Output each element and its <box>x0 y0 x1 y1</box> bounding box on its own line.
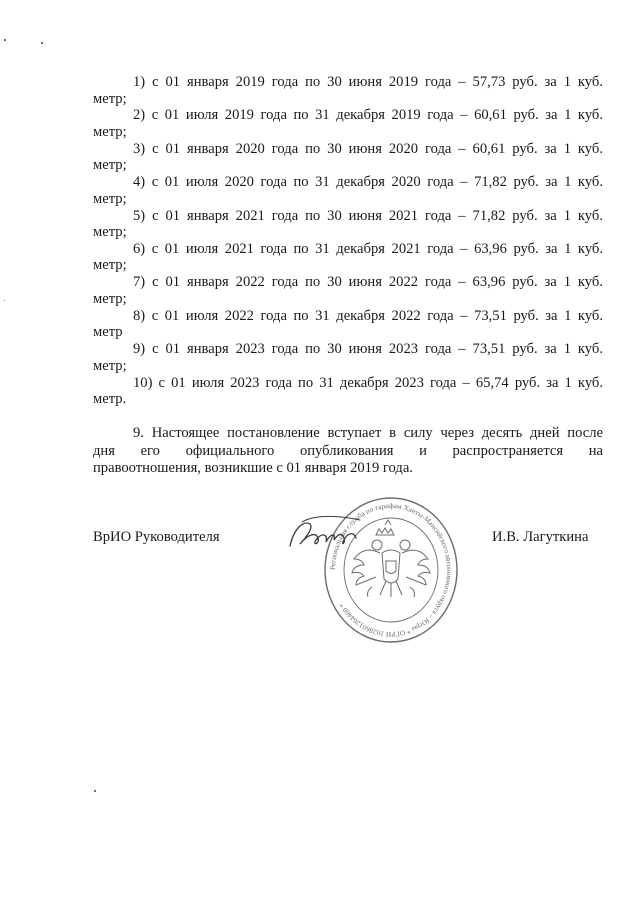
scan-speck <box>4 39 6 41</box>
clause-line: правоотношения, возникшие с 01 января 2019 года. <box>93 460 413 476</box>
tariff-item <box>93 208 603 241</box>
tariff-period-line: 10) с 01 июля 2023 года по 31 декабря 2023 года – 65,74 руб. за 1 куб. <box>133 374 603 391</box>
tariff-unit-line: метр <box>93 324 123 341</box>
tariff-period-line: 1) с 01 января 2019 года по 30 июня 2019 года – 57,73 руб. за 1 куб. <box>133 74 603 90</box>
tariff-period-line: 8) с 01 июля 2022 года по 31 декабря 2022 года – 73,51 руб. за 1 куб. <box>133 307 603 324</box>
handwritten-signature <box>282 510 372 560</box>
tariff-period-line: 7) с 01 января 2022 года по 30 июня 2022 года – 63,96 руб. за 1 куб. <box>133 274 603 291</box>
tariff-period-line: 6) с 01 июля 2021 года по 31 декабря 2021 года – 63,96 руб. за 1 куб. <box>133 240 603 257</box>
tariff-unit-line: метр; <box>93 190 127 207</box>
tariff-item <box>93 174 603 207</box>
tariff-period-line: 3) с 01 января 2020 года по 30 июня 2020 года – 60,61 руб. за 1 куб. <box>133 140 603 157</box>
scan-speck <box>94 790 96 792</box>
scan-speck <box>41 42 43 44</box>
tariff-item <box>93 141 603 174</box>
clause-9-paragraph <box>93 425 603 478</box>
clause-line: 9. Настоящее постановление вступает в силу через десять дней после <box>133 425 603 441</box>
tariff-unit-line: метр; <box>93 123 127 140</box>
tariff-unit-line: метр; <box>93 224 127 241</box>
tariff-list <box>93 74 603 408</box>
tariff-period-line: 9) с 01 января 2023 года по 30 июня 2023 года – 73,51 руб. за 1 куб. <box>133 341 603 358</box>
clause-line: дня его официального опубликования и распространяется на <box>93 442 603 459</box>
tariff-unit-line: метр. <box>93 391 127 408</box>
seal-ring-text: Региональная служба по тарифам Ханты-Мансийского автономного округа – Югры * ОГРН 1028601264460 * <box>328 501 454 639</box>
tariff-item <box>93 107 603 140</box>
tariff-item <box>93 274 603 307</box>
tariff-item <box>93 375 603 408</box>
tariff-item <box>93 74 603 107</box>
tariff-period-line: 4) с 01 июля 2020 года по 31 декабря 2020 года – 71,82 руб. за 1 куб. <box>133 174 603 191</box>
tariff-unit-line: метр; <box>93 90 127 107</box>
tariff-item <box>93 241 603 274</box>
tariff-period-line: 5) с 01 января 2021 года по 30 июня 2021 года – 71,82 руб. за 1 куб. <box>133 207 603 224</box>
tariff-item <box>93 308 603 341</box>
tariff-unit-line: метр; <box>93 257 127 274</box>
tariff-unit-line: метр; <box>93 290 127 307</box>
tariff-item <box>93 341 603 374</box>
tariff-period-line: 2) с 01 июля 2019 года по 31 декабря 2019 года – 60,61 руб. за 1 куб. <box>133 107 603 124</box>
signer-name: И.В. Лагуткина <box>492 529 589 545</box>
signer-position: ВрИО Руководителя <box>93 529 220 545</box>
scan-speck <box>4 300 5 301</box>
tariff-unit-line: метр; <box>93 157 127 174</box>
tariff-unit-line: метр; <box>93 357 127 374</box>
